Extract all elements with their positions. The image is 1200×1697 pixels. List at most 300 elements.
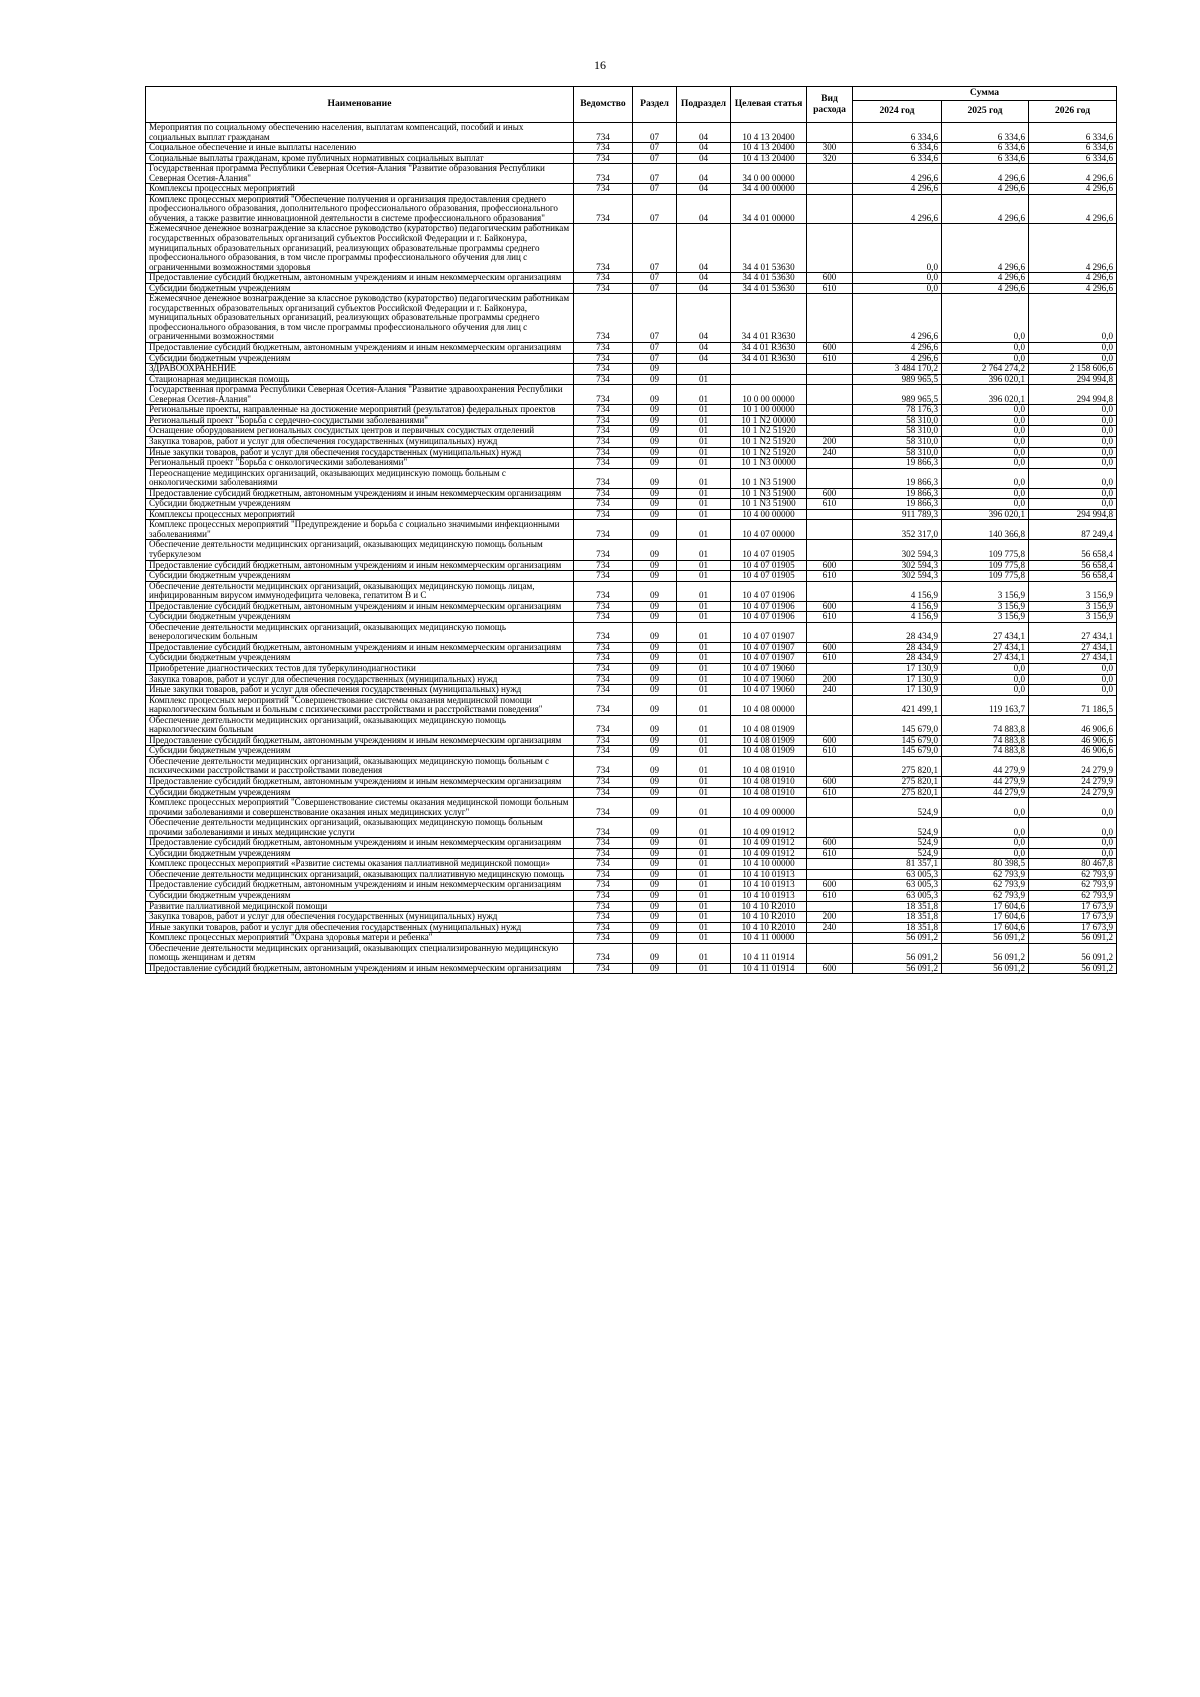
header-article: Целевая статья: [731, 87, 807, 123]
cell-2026: 0,0: [1029, 436, 1117, 447]
cell-article: 10 4 08 00000: [731, 695, 807, 715]
cell-type: 600: [807, 880, 853, 891]
cell-article: 10 4 10 01913: [731, 880, 807, 891]
cell-section: 09: [633, 622, 677, 642]
cell-2026: 0,0: [1029, 838, 1117, 849]
table-row: [146, 353, 1117, 364]
cell-section: 09: [633, 674, 677, 685]
cell-2025: 17 604,6: [942, 901, 1029, 912]
cell-type: 610: [807, 746, 853, 757]
cell-2025: 4 296,6: [942, 283, 1029, 294]
table-row: [146, 880, 1117, 891]
cell-dept: 734: [574, 901, 633, 912]
cell-2024: 275 820,1: [853, 777, 942, 788]
cell-subsection: 01: [677, 447, 731, 458]
cell-dept: 734: [574, 436, 633, 447]
cell-section: 09: [633, 364, 677, 375]
cell-type: [807, 859, 853, 870]
cell-2024: 302 594,3: [853, 540, 942, 560]
cell-dept: 734: [574, 560, 633, 571]
cell-2024: 17 130,9: [853, 663, 942, 674]
cell-subsection: 01: [677, 685, 731, 696]
cell-2024: 4 156,9: [853, 581, 942, 601]
table-row: [146, 283, 1117, 294]
cell-2026: 24 279,9: [1029, 777, 1117, 788]
cell-dept: 734: [574, 922, 633, 933]
cell-2024: 421 499,1: [853, 695, 942, 715]
cell-2025: 4 296,6: [942, 224, 1029, 273]
cell-subsection: 01: [677, 426, 731, 437]
cell-subsection: 04: [677, 164, 731, 184]
cell-article: 10 4 08 01909: [731, 715, 807, 735]
cell-2026: 0,0: [1029, 674, 1117, 685]
cell-article: 10 4 07 19060: [731, 674, 807, 685]
cell-2025: 27 434,1: [942, 642, 1029, 653]
table-row: [146, 735, 1117, 746]
cell-dept: 734: [574, 601, 633, 612]
cell-2025: 0,0: [942, 426, 1029, 437]
cell-name: Предоставление субсидий бюджетным, автономным учреждениям и иным некоммерческим организациям: [146, 735, 574, 746]
cell-type: 600: [807, 273, 853, 284]
cell-dept: 734: [574, 194, 633, 224]
cell-type: 240: [807, 447, 853, 458]
cell-name: Региональные проекты, направленные на достижение мероприятий (результатов) федеральных проектов: [146, 405, 574, 416]
cell-subsection: 01: [677, 674, 731, 685]
table-row: [146, 848, 1117, 859]
cell-section: 09: [633, 685, 677, 696]
cell-2024: 145 679,0: [853, 746, 942, 757]
cell-2025: 0,0: [942, 818, 1029, 838]
cell-section: 09: [633, 838, 677, 849]
cell-2026: 0,0: [1029, 499, 1117, 510]
cell-subsection: 04: [677, 343, 731, 354]
cell-name: Предоставление субсидий бюджетным, автономным учреждениям и иным некоммерческим организациям: [146, 560, 574, 571]
cell-2025: 0,0: [942, 798, 1029, 818]
table-row: [146, 488, 1117, 499]
cell-dept: 734: [574, 283, 633, 294]
cell-section: 09: [633, 571, 677, 582]
cell-subsection: 04: [677, 184, 731, 195]
cell-article: 10 1 N2 00000: [731, 415, 807, 426]
cell-section: 09: [633, 787, 677, 798]
cell-2024: 4 296,6: [853, 353, 942, 364]
table-row: [146, 581, 1117, 601]
cell-2025: 0,0: [942, 499, 1029, 510]
cell-name: Региональный проект "Борьба с онкологическими заболеваниями": [146, 458, 574, 469]
cell-2025: 17 604,6: [942, 912, 1029, 923]
cell-2024: 275 820,1: [853, 787, 942, 798]
cell-dept: 734: [574, 509, 633, 520]
cell-2026: 0,0: [1029, 415, 1117, 426]
cell-2025: 56 091,2: [942, 933, 1029, 944]
cell-2025: 0,0: [942, 838, 1029, 849]
cell-2026: 6 334,6: [1029, 153, 1117, 164]
cell-article: 10 4 07 01907: [731, 642, 807, 653]
cell-2025: 140 366,8: [942, 520, 1029, 540]
cell-name: Комплекс процессных мероприятий "Совершенствование системы оказания медицинской помощи больным прочими заболеваниями и совершенствование оказания иных медицинских услуг": [146, 798, 574, 818]
cell-2024: 0,0: [853, 224, 942, 273]
cell-2026: 3 156,9: [1029, 601, 1117, 612]
cell-subsection: 01: [677, 798, 731, 818]
cell-2026: 62 793,9: [1029, 891, 1117, 902]
cell-article: 10 4 08 01910: [731, 756, 807, 776]
cell-article: 10 1 N3 00000: [731, 458, 807, 469]
cell-2025: 0,0: [942, 436, 1029, 447]
cell-type: [807, 933, 853, 944]
cell-2026: 0,0: [1029, 663, 1117, 674]
cell-article: 34 4 01 53630: [731, 273, 807, 284]
cell-2026: 80 467,8: [1029, 859, 1117, 870]
table-body: [146, 123, 1117, 974]
cell-type: 200: [807, 674, 853, 685]
table-row: [146, 415, 1117, 426]
cell-2024: 524,9: [853, 798, 942, 818]
cell-dept: 734: [574, 447, 633, 458]
cell-article: 34 4 01 R3630: [731, 343, 807, 354]
cell-2025: 109 775,8: [942, 540, 1029, 560]
cell-2026: 0,0: [1029, 685, 1117, 696]
cell-section: 09: [633, 642, 677, 653]
cell-type: 610: [807, 353, 853, 364]
table-row: [146, 695, 1117, 715]
cell-name: Предоставление субсидий бюджетным, автономным учреждениям и иным некоммерческим организациям: [146, 642, 574, 653]
cell-2026: 87 249,4: [1029, 520, 1117, 540]
cell-2025: 396 020,1: [942, 385, 1029, 405]
table-row: [146, 838, 1117, 849]
cell-2025: 396 020,1: [942, 374, 1029, 385]
cell-section: 09: [633, 963, 677, 974]
cell-2026: 4 296,6: [1029, 164, 1117, 184]
table-row: [146, 374, 1117, 385]
cell-section: 09: [633, 818, 677, 838]
cell-subsection: 04: [677, 153, 731, 164]
cell-section: 07: [633, 273, 677, 284]
cell-article: 10 4 11 00000: [731, 933, 807, 944]
cell-name: Социальные выплаты гражданам, кроме публичных нормативных социальных выплат: [146, 153, 574, 164]
cell-dept: 734: [574, 184, 633, 195]
cell-dept: 734: [574, 164, 633, 184]
table-row: [146, 674, 1117, 685]
cell-subsection: 01: [677, 848, 731, 859]
cell-article: 10 4 08 01909: [731, 735, 807, 746]
cell-article: 10 4 08 01910: [731, 777, 807, 788]
cell-2026: 62 793,9: [1029, 880, 1117, 891]
cell-section: 09: [633, 859, 677, 870]
cell-name: Предоставление субсидий бюджетным, автономным учреждениям и иным некоммерческим организациям: [146, 273, 574, 284]
cell-2025: 74 883,8: [942, 715, 1029, 735]
cell-name: Субсидии бюджетным учреждениям: [146, 612, 574, 623]
table-row: [146, 798, 1117, 818]
cell-2025: 62 793,9: [942, 880, 1029, 891]
cell-dept: 734: [574, 458, 633, 469]
cell-article: 10 4 07 19060: [731, 685, 807, 696]
cell-name: Субсидии бюджетным учреждениям: [146, 746, 574, 757]
cell-2024: 58 310,0: [853, 447, 942, 458]
cell-name: Субсидии бюджетным учреждениям: [146, 499, 574, 510]
cell-dept: 734: [574, 685, 633, 696]
cell-2024: 3 484 170,2: [853, 364, 942, 375]
table-row: [146, 436, 1117, 447]
cell-2024: 18 351,8: [853, 901, 942, 912]
cell-article: 10 4 10 R2010: [731, 912, 807, 923]
cell-section: 09: [633, 653, 677, 664]
cell-2025: 62 793,9: [942, 891, 1029, 902]
cell-type: 610: [807, 283, 853, 294]
cell-2024: 524,9: [853, 848, 942, 859]
cell-subsection: 01: [677, 859, 731, 870]
cell-type: [807, 943, 853, 963]
table-row: [146, 385, 1117, 405]
cell-subsection: 01: [677, 571, 731, 582]
cell-name: Социальное обеспечение и иные выплаты населению: [146, 143, 574, 154]
cell-2025: 4 296,6: [942, 194, 1029, 224]
cell-2026: 0,0: [1029, 798, 1117, 818]
cell-type: [807, 869, 853, 880]
cell-dept: 734: [574, 571, 633, 582]
cell-dept: 734: [574, 374, 633, 385]
cell-article: 10 4 10 01913: [731, 891, 807, 902]
cell-2025: 56 091,2: [942, 963, 1029, 974]
table-row: [146, 123, 1117, 143]
table-row: [146, 509, 1117, 520]
cell-dept: 734: [574, 859, 633, 870]
cell-type: [807, 294, 853, 343]
cell-article: 10 1 N3 51900: [731, 488, 807, 499]
cell-2024: 28 434,9: [853, 653, 942, 664]
cell-type: 300: [807, 143, 853, 154]
cell-subsection: 01: [677, 405, 731, 416]
cell-2025: 0,0: [942, 343, 1029, 354]
cell-2025: 4 296,6: [942, 184, 1029, 195]
cell-section: 09: [633, 695, 677, 715]
cell-name: Закупка товаров, работ и услуг для обеспечения государственных (муниципальных) нужд: [146, 674, 574, 685]
cell-type: [807, 622, 853, 642]
cell-dept: 734: [574, 468, 633, 488]
cell-2026: 6 334,6: [1029, 143, 1117, 154]
cell-2024: 524,9: [853, 838, 942, 849]
cell-dept: 734: [574, 963, 633, 974]
header-dept: Ведомство: [574, 87, 633, 123]
cell-type: [807, 901, 853, 912]
cell-2024: 19 866,3: [853, 458, 942, 469]
cell-2025: 17 604,6: [942, 922, 1029, 933]
cell-dept: 734: [574, 385, 633, 405]
cell-section: 09: [633, 560, 677, 571]
cell-2026: 3 156,9: [1029, 581, 1117, 601]
cell-article: 10 4 13 20400: [731, 153, 807, 164]
cell-2026: 0,0: [1029, 468, 1117, 488]
cell-2024: 989 965,5: [853, 385, 942, 405]
cell-2024: 4 156,9: [853, 612, 942, 623]
cell-article: 10 4 07 01905: [731, 571, 807, 582]
cell-article: 10 4 11 01914: [731, 963, 807, 974]
table-row: [146, 859, 1117, 870]
cell-2024: 145 679,0: [853, 715, 942, 735]
cell-name: Обеспечение деятельности медицинских организаций, оказывающих медицинскую помощь больным туберкулезом: [146, 540, 574, 560]
cell-type: [807, 426, 853, 437]
cell-2026: 4 296,6: [1029, 283, 1117, 294]
cell-dept: 734: [574, 224, 633, 273]
cell-dept: 734: [574, 415, 633, 426]
cell-section: 09: [633, 436, 677, 447]
cell-type: [807, 123, 853, 143]
cell-dept: 734: [574, 838, 633, 849]
cell-type: [807, 509, 853, 520]
cell-section: 07: [633, 184, 677, 195]
cell-2024: 63 005,3: [853, 869, 942, 880]
cell-section: 09: [633, 447, 677, 458]
cell-dept: 734: [574, 695, 633, 715]
cell-dept: 734: [574, 787, 633, 798]
cell-section: 07: [633, 143, 677, 154]
cell-name: Обеспечение деятельности медицинских организаций, оказывающих медицинскую помощь венерологическим больным: [146, 622, 574, 642]
cell-2025: 56 091,2: [942, 943, 1029, 963]
cell-subsection: 01: [677, 653, 731, 664]
cell-2026: 0,0: [1029, 848, 1117, 859]
table-row: [146, 685, 1117, 696]
cell-2026: 17 673,9: [1029, 912, 1117, 923]
cell-name: Закупка товаров, работ и услуг для обеспечения государственных (муниципальных) нужд: [146, 436, 574, 447]
cell-section: 09: [633, 922, 677, 933]
table-row: [146, 194, 1117, 224]
cell-2026: 27 434,1: [1029, 642, 1117, 653]
cell-dept: 734: [574, 153, 633, 164]
cell-name: Субсидии бюджетным учреждениям: [146, 353, 574, 364]
cell-2026: 0,0: [1029, 488, 1117, 499]
cell-2024: 28 434,9: [853, 642, 942, 653]
cell-2026: 4 296,6: [1029, 224, 1117, 273]
cell-section: 09: [633, 798, 677, 818]
cell-name: Субсидии бюджетным учреждениям: [146, 891, 574, 902]
table-header: [146, 87, 1117, 123]
cell-dept: 734: [574, 880, 633, 891]
cell-article: 10 1 N2 51920: [731, 447, 807, 458]
cell-2025: 3 156,9: [942, 581, 1029, 601]
cell-2024: 58 310,0: [853, 415, 942, 426]
cell-subsection: 01: [677, 499, 731, 510]
cell-subsection: 01: [677, 963, 731, 974]
cell-article: 10 1 00 00000: [731, 405, 807, 416]
table-row: [146, 273, 1117, 284]
cell-subsection: 04: [677, 273, 731, 284]
cell-2024: 524,9: [853, 818, 942, 838]
cell-2025: 27 434,1: [942, 622, 1029, 642]
cell-type: 600: [807, 642, 853, 653]
cell-2024: 58 310,0: [853, 426, 942, 437]
table-row: [146, 405, 1117, 416]
cell-2025: 44 279,9: [942, 777, 1029, 788]
cell-subsection: 01: [677, 520, 731, 540]
cell-dept: 734: [574, 715, 633, 735]
cell-section: 09: [633, 415, 677, 426]
cell-dept: 734: [574, 848, 633, 859]
cell-section: 09: [633, 756, 677, 776]
cell-section: 09: [633, 374, 677, 385]
cell-name: Переоснащение медицинских организаций, оказывающих медицинскую помощь больным с онкологическими заболеваниями: [146, 468, 574, 488]
cell-name: Иные закупки товаров, работ и услуг для обеспечения государственных (муниципальных) нужд: [146, 922, 574, 933]
cell-article: 34 4 01 53630: [731, 224, 807, 273]
cell-section: 09: [633, 385, 677, 405]
cell-section: 09: [633, 488, 677, 499]
cell-subsection: 01: [677, 601, 731, 612]
cell-2026: 0,0: [1029, 426, 1117, 437]
cell-2024: 56 091,2: [853, 963, 942, 974]
table-row: [146, 777, 1117, 788]
cell-name: Оснащение оборудованием региональных сосудистых центров и первичных сосудистых отделений: [146, 426, 574, 437]
cell-name: Стационарная медицинская помощь: [146, 374, 574, 385]
cell-type: [807, 374, 853, 385]
cell-article: 10 4 10 01913: [731, 869, 807, 880]
cell-name: Приобретение диагностических тестов для туберкулинодиагностики: [146, 663, 574, 674]
cell-name: Комплекс процессных мероприятий "Охрана здоровья матери и ребенка": [146, 933, 574, 944]
cell-subsection: 01: [677, 540, 731, 560]
cell-dept: 734: [574, 426, 633, 437]
cell-subsection: 01: [677, 756, 731, 776]
cell-dept: 734: [574, 353, 633, 364]
cell-subsection: 01: [677, 715, 731, 735]
cell-dept: 734: [574, 746, 633, 757]
cell-article: 10 4 00 00000: [731, 509, 807, 520]
cell-section: 09: [633, 499, 677, 510]
table-row: [146, 715, 1117, 735]
cell-dept: 734: [574, 869, 633, 880]
table-row: [146, 756, 1117, 776]
cell-dept: 734: [574, 612, 633, 623]
cell-article: 34 4 01 00000: [731, 194, 807, 224]
table-row: [146, 499, 1117, 510]
cell-2026: 56 658,4: [1029, 560, 1117, 571]
cell-subsection: 01: [677, 642, 731, 653]
cell-2026: 62 793,9: [1029, 869, 1117, 880]
cell-2025: 0,0: [942, 685, 1029, 696]
cell-2024: 989 965,5: [853, 374, 942, 385]
cell-dept: 734: [574, 499, 633, 510]
cell-2026: 0,0: [1029, 447, 1117, 458]
cell-subsection: 01: [677, 695, 731, 715]
cell-2025: 0,0: [942, 294, 1029, 343]
cell-type: 600: [807, 777, 853, 788]
cell-type: [807, 224, 853, 273]
table-row: [146, 912, 1117, 923]
cell-article: 34 4 01 R3630: [731, 353, 807, 364]
cell-2024: 6 334,6: [853, 143, 942, 154]
cell-section: 09: [633, 735, 677, 746]
cell-subsection: 01: [677, 415, 731, 426]
cell-2026: 71 186,5: [1029, 695, 1117, 715]
cell-2025: 109 775,8: [942, 571, 1029, 582]
cell-section: 09: [633, 426, 677, 437]
cell-subsection: 01: [677, 891, 731, 902]
budget-table: [145, 86, 1117, 974]
cell-name: Обеспечение деятельности медицинских организаций, оказывающих специализированную медицинскую помощь женщинам и детям: [146, 943, 574, 963]
cell-section: 07: [633, 153, 677, 164]
cell-section: 09: [633, 540, 677, 560]
cell-2025: 62 793,9: [942, 869, 1029, 880]
cell-2025: 74 883,8: [942, 746, 1029, 757]
cell-2024: 4 156,9: [853, 601, 942, 612]
table-row: [146, 663, 1117, 674]
cell-2025: 3 156,9: [942, 612, 1029, 623]
cell-dept: 734: [574, 912, 633, 923]
cell-type: [807, 818, 853, 838]
cell-article: 10 4 07 01905: [731, 560, 807, 571]
cell-2024: 63 005,3: [853, 891, 942, 902]
header-section: Раздел: [633, 87, 677, 123]
cell-subsection: 01: [677, 560, 731, 571]
cell-2026: 4 296,6: [1029, 273, 1117, 284]
cell-type: 240: [807, 685, 853, 696]
cell-subsection: 01: [677, 787, 731, 798]
